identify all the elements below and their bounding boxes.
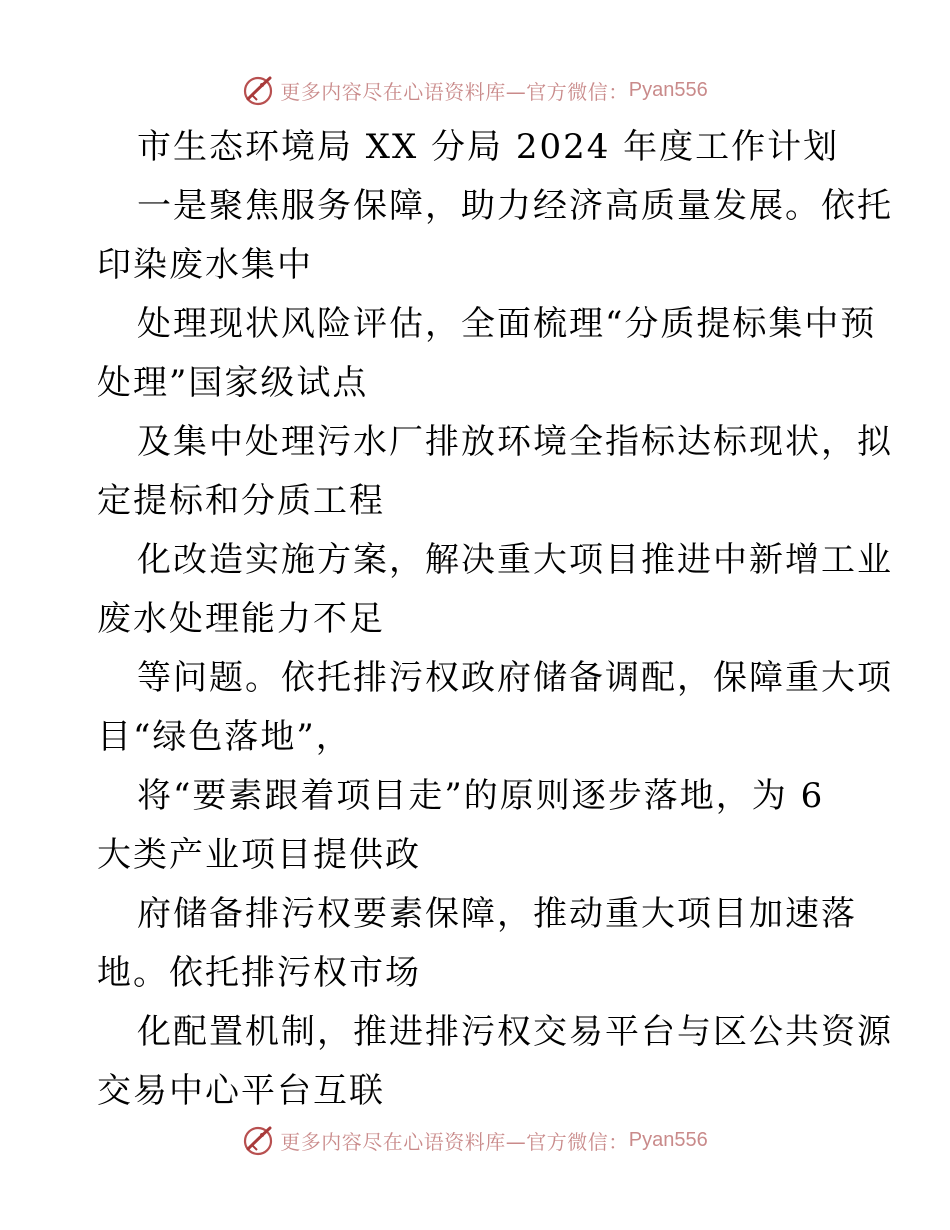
text-line: 一是聚焦服务保障，助力经济高质量发展。依托: [137, 186, 893, 226]
pen-logo-icon: [242, 73, 276, 107]
watermark-text: 更多内容尽在心语资料库—官方微信：: [280, 79, 629, 104]
text-line: 大类产业项目提供政: [97, 835, 421, 875]
text-line: 处理”国家级试点: [97, 363, 369, 403]
text-line: 处理现状风险评估，全面梳理“分质提标集中预: [137, 304, 877, 344]
watermark-handle: Pyan556: [628, 78, 708, 101]
text-line: 地。依托排污权市场: [97, 953, 421, 993]
watermark-text: 更多内容尽在心语资料库—官方微信：: [280, 1129, 629, 1154]
text-line: 定提标和分质工程: [97, 481, 385, 521]
document-title: 市生态环境局 XX 分局 2024 年度工作计划: [137, 127, 840, 167]
document-body: [97, 118, 893, 1121]
text-line: 及集中处理污水厂排放环境全指标达标现状，拟: [137, 422, 893, 462]
watermark-footer: [0, 1120, 950, 1160]
watermark-handle: Pyan556: [628, 1128, 708, 1151]
pen-logo-icon: [242, 1123, 276, 1157]
text-line: 印染废水集中: [97, 245, 313, 285]
text-line: 交易中心平台互联: [97, 1071, 385, 1111]
text-line: 等问题。依托排污权政府储备调配，保障重大项: [137, 658, 893, 698]
text-line: 府储备排污权要素保障，推动重大项目加速落: [137, 894, 857, 934]
text-line: 废水处理能力不足: [97, 599, 385, 639]
text-line: 化改造实施方案，解决重大项目推进中新增工业: [137, 540, 893, 580]
text-line: 目“绿色落地”，: [97, 717, 352, 757]
text-line: 将“要素跟着项目走”的原则逐步落地，为 6: [137, 776, 825, 816]
text-line: 化配置机制，推进排污权交易平台与区公共资源: [137, 1012, 893, 1052]
watermark-header: [0, 70, 950, 110]
